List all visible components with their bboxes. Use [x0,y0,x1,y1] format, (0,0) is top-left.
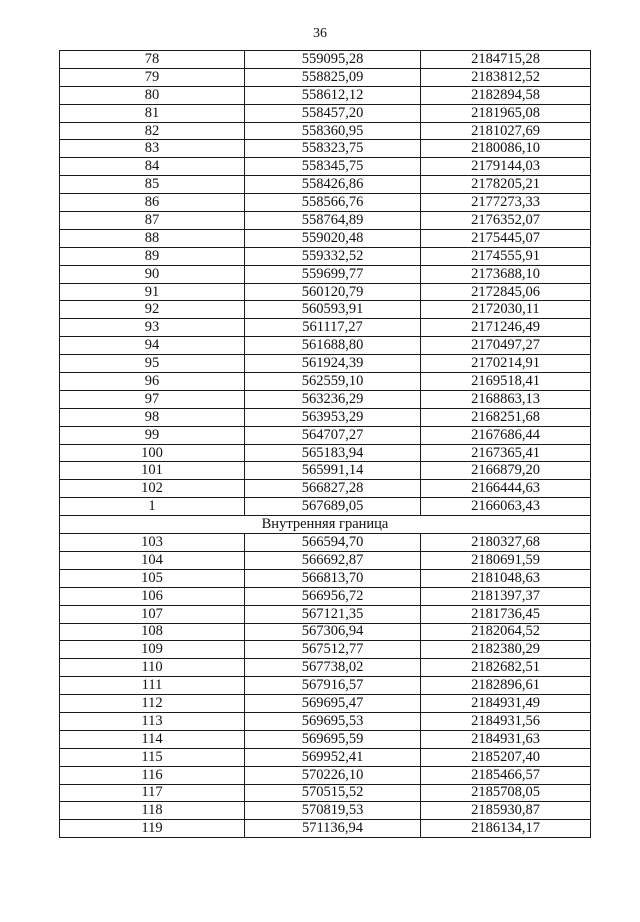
y-coordinate: 2182380,29 [421,641,591,659]
x-coordinate: 566594,70 [245,534,421,552]
table-row [60,534,591,552]
point-number: 79 [60,68,245,86]
x-coordinate: 558566,76 [245,194,421,212]
table-row [60,444,591,462]
x-coordinate: 558612,12 [245,86,421,104]
table-row [60,605,591,623]
point-number: 81 [60,104,245,122]
x-coordinate: 559095,28 [245,51,421,69]
point-number: 103 [60,534,245,552]
table-row [60,784,591,802]
y-coordinate: 2180327,68 [421,534,591,552]
y-coordinate: 2178205,21 [421,176,591,194]
point-number: 96 [60,373,245,391]
table-row [60,355,591,373]
y-coordinate: 2185207,40 [421,748,591,766]
y-coordinate: 2185930,87 [421,802,591,820]
x-coordinate: 566813,70 [245,569,421,587]
y-coordinate: 2182682,51 [421,659,591,677]
table-row [60,462,591,480]
table-row [60,587,591,605]
y-coordinate: 2180086,10 [421,140,591,158]
y-coordinate: 2182896,61 [421,677,591,695]
point-number: 99 [60,426,245,444]
x-coordinate: 569695,59 [245,730,421,748]
table-row [60,408,591,426]
x-coordinate: 563953,29 [245,408,421,426]
x-coordinate: 566692,87 [245,551,421,569]
x-coordinate: 567689,05 [245,498,421,516]
y-coordinate: 2181397,37 [421,587,591,605]
x-coordinate: 558457,20 [245,104,421,122]
table-row [60,122,591,140]
point-number: 95 [60,355,245,373]
y-coordinate: 2173688,10 [421,265,591,283]
point-number: 105 [60,569,245,587]
table-row [60,283,591,301]
table-row [60,301,591,319]
point-number: 78 [60,51,245,69]
table-row [60,140,591,158]
point-number: 111 [60,677,245,695]
y-coordinate: 2170214,91 [421,355,591,373]
y-coordinate: 2185708,05 [421,784,591,802]
table-row [60,373,591,391]
point-number: 108 [60,623,245,641]
table-row [60,176,591,194]
y-coordinate: 2166063,43 [421,498,591,516]
y-coordinate: 2175445,07 [421,229,591,247]
table-row [60,712,591,730]
x-coordinate: 558426,86 [245,176,421,194]
y-coordinate: 2176352,07 [421,212,591,230]
point-number: 110 [60,659,245,677]
x-coordinate: 558345,75 [245,158,421,176]
x-coordinate: 570226,10 [245,766,421,784]
y-coordinate: 2168251,68 [421,408,591,426]
x-coordinate: 567738,02 [245,659,421,677]
table-row [60,229,591,247]
point-number: 1 [60,498,245,516]
point-number: 101 [60,462,245,480]
point-number: 94 [60,337,245,355]
x-coordinate: 567916,57 [245,677,421,695]
x-coordinate: 561688,80 [245,337,421,355]
table-row [60,480,591,498]
table-row [60,51,591,69]
x-coordinate: 569695,53 [245,712,421,730]
x-coordinate: 561117,27 [245,319,421,337]
x-coordinate: 558764,89 [245,212,421,230]
table-row [60,68,591,86]
section-header [60,516,591,534]
y-coordinate: 2167686,44 [421,426,591,444]
table-row [60,86,591,104]
y-coordinate: 2179144,03 [421,158,591,176]
table-row [60,569,591,587]
x-coordinate: 567121,35 [245,605,421,623]
table-row [60,677,591,695]
inner-boundary-rows [60,534,591,838]
x-coordinate: 560593,91 [245,301,421,319]
point-number: 97 [60,390,245,408]
table-row [60,158,591,176]
y-coordinate: 2182064,52 [421,623,591,641]
x-coordinate: 561924,39 [245,355,421,373]
x-coordinate: 571136,94 [245,820,421,838]
x-coordinate: 558825,09 [245,68,421,86]
x-coordinate: 559699,77 [245,265,421,283]
y-coordinate: 2174555,91 [421,247,591,265]
table-row [60,104,591,122]
point-number: 114 [60,730,245,748]
table-row [60,194,591,212]
page-number: 36 [313,26,327,41]
y-coordinate: 2184931,49 [421,695,591,713]
y-coordinate: 2166879,20 [421,462,591,480]
table-row [60,820,591,838]
table-row [60,426,591,444]
y-coordinate: 2170497,27 [421,337,591,355]
y-coordinate: 2168863,13 [421,390,591,408]
point-number: 86 [60,194,245,212]
point-number: 93 [60,319,245,337]
y-coordinate: 2181027,69 [421,122,591,140]
table-row [60,390,591,408]
table-row [60,802,591,820]
point-number: 87 [60,212,245,230]
y-coordinate: 2185466,57 [421,766,591,784]
x-coordinate: 566956,72 [245,587,421,605]
table-row [60,748,591,766]
y-coordinate: 2172845,06 [421,283,591,301]
section-row [60,516,591,534]
x-coordinate: 562559,10 [245,373,421,391]
y-coordinate: 2181965,08 [421,104,591,122]
table-row [60,766,591,784]
table-row [60,730,591,748]
y-coordinate: 2184715,28 [421,51,591,69]
table-row [60,695,591,713]
point-number: 92 [60,301,245,319]
y-coordinate: 2182894,58 [421,86,591,104]
point-number: 91 [60,283,245,301]
x-coordinate: 569695,47 [245,695,421,713]
y-coordinate: 2183812,52 [421,68,591,86]
y-coordinate: 2166444,63 [421,480,591,498]
y-coordinate: 2177273,33 [421,194,591,212]
x-coordinate: 564707,27 [245,426,421,444]
y-coordinate: 2184931,56 [421,712,591,730]
table-row [60,212,591,230]
y-coordinate: 2186134,17 [421,820,591,838]
table-row [60,265,591,283]
point-number: 98 [60,408,245,426]
y-coordinate: 2171246,49 [421,319,591,337]
y-coordinate: 2181736,45 [421,605,591,623]
point-number: 88 [60,229,245,247]
y-coordinate: 2184931,63 [421,730,591,748]
x-coordinate: 567306,94 [245,623,421,641]
point-number: 118 [60,802,245,820]
x-coordinate: 558360,95 [245,122,421,140]
table-row [60,498,591,516]
point-number: 83 [60,140,245,158]
point-number: 119 [60,820,245,838]
outer-boundary-rows [60,51,591,516]
point-number: 100 [60,444,245,462]
point-number: 107 [60,605,245,623]
table-row [60,623,591,641]
point-number: 109 [60,641,245,659]
x-coordinate: 558323,75 [245,140,421,158]
x-coordinate: 570515,52 [245,784,421,802]
y-coordinate: 2181048,63 [421,569,591,587]
table-row [60,319,591,337]
x-coordinate: 569952,41 [245,748,421,766]
x-coordinate: 559332,52 [245,247,421,265]
point-number: 115 [60,748,245,766]
table-row [60,337,591,355]
table-row [60,247,591,265]
point-number: 116 [60,766,245,784]
point-number: 112 [60,695,245,713]
point-number: 113 [60,712,245,730]
x-coordinate: 567512,77 [245,641,421,659]
point-number: 80 [60,86,245,104]
point-number: 85 [60,176,245,194]
x-coordinate: 566827,28 [245,480,421,498]
x-coordinate: 570819,53 [245,802,421,820]
point-number: 82 [60,122,245,140]
point-number: 84 [60,158,245,176]
x-coordinate: 560120,79 [245,283,421,301]
point-number: 106 [60,587,245,605]
table-row [60,551,591,569]
point-number: 89 [60,247,245,265]
table-row [60,641,591,659]
x-coordinate: 565991,14 [245,462,421,480]
point-number: 104 [60,551,245,569]
y-coordinate: 2180691,59 [421,551,591,569]
x-coordinate: 563236,29 [245,390,421,408]
x-coordinate: 559020,48 [245,229,421,247]
y-coordinate: 2167365,41 [421,444,591,462]
coordinates-table [59,50,591,838]
y-coordinate: 2172030,11 [421,301,591,319]
y-coordinate: 2169518,41 [421,373,591,391]
point-number: 102 [60,480,245,498]
table-row [60,659,591,677]
point-number: 90 [60,265,245,283]
section-title: Внутренняя граница [60,516,591,534]
point-number: 117 [60,784,245,802]
x-coordinate: 565183,94 [245,444,421,462]
